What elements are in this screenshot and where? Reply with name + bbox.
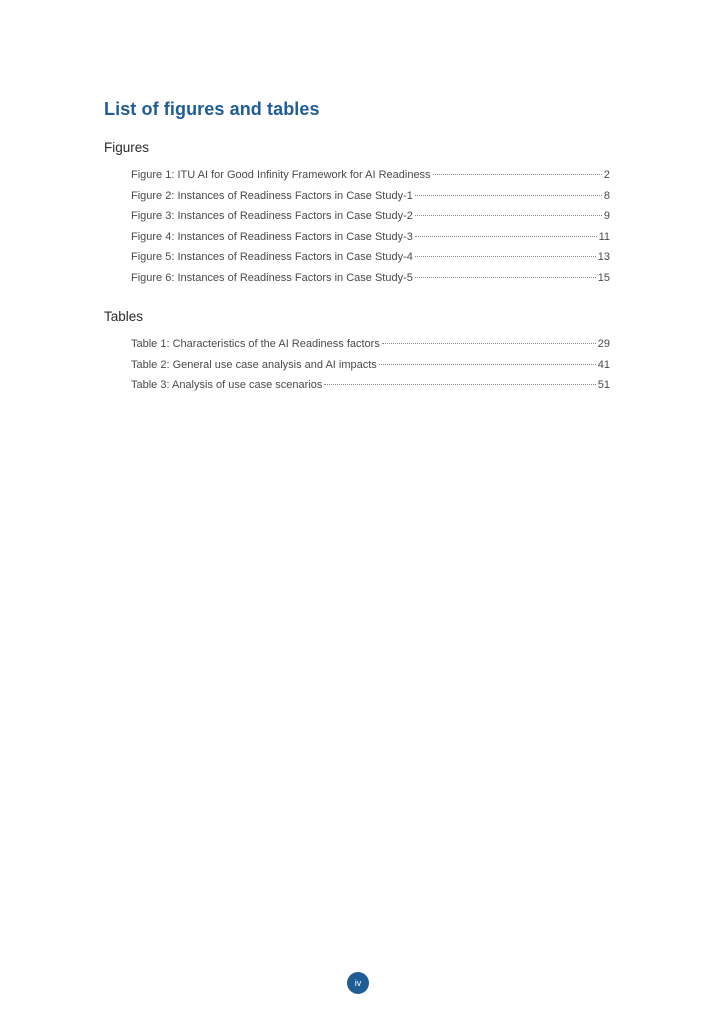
- dot-leader: [415, 195, 602, 196]
- dot-leader: [415, 215, 602, 216]
- toc-entry-page: 11: [598, 230, 610, 243]
- toc-entry-table-2[interactable]: [131, 359, 610, 380]
- toc-entry-page: 2: [603, 169, 610, 181]
- toc-entry-page: 13: [597, 251, 610, 264]
- dot-leader: [433, 174, 602, 175]
- toc-entry-page: 15: [597, 271, 610, 284]
- toc-entry-figure-1[interactable]: [131, 169, 610, 190]
- dot-leader: [415, 277, 596, 278]
- toc-entry-label: Figure 1: ITU AI for Good Infinity Framework for AI Readiness: [131, 169, 431, 181]
- figures-list: [131, 169, 610, 293]
- toc-entry-page: 51: [597, 379, 610, 392]
- toc-entry-figure-4[interactable]: [131, 231, 610, 252]
- dot-leader: [415, 236, 597, 237]
- toc-entry-figure-5[interactable]: [131, 251, 610, 272]
- toc-entry-figure-6[interactable]: [131, 272, 610, 293]
- toc-entry-figure-3[interactable]: [131, 210, 610, 231]
- figures-heading: Figures: [104, 140, 150, 155]
- toc-entry-label: Table 3: Analysis of use case scenarios: [131, 379, 323, 392]
- toc-entry-label: Table 2: General use case analysis and AI impacts: [131, 358, 377, 371]
- tables-list: [131, 338, 610, 400]
- page-number-badge: iv: [347, 972, 369, 994]
- toc-entry-table-1[interactable]: [131, 338, 610, 359]
- toc-entry-label: Figure 3: Instances of Readiness Factors in Case Study-2: [131, 210, 413, 223]
- toc-entry-page: 41: [597, 358, 610, 371]
- toc-entry-page: 29: [597, 338, 610, 350]
- tables-heading: Tables: [104, 309, 144, 324]
- dot-leader: [324, 384, 595, 385]
- toc-entry-page: 8: [603, 189, 610, 202]
- dot-leader: [379, 364, 596, 365]
- toc-entry-label: Figure 4: Instances of Readiness Factors in Case Study-3: [131, 230, 413, 243]
- toc-entry-label: Figure 5: Instances of Readiness Factors in Case Study-4: [131, 251, 413, 264]
- toc-entry-label: Figure 6: Instances of Readiness Factors in Case Study-5: [131, 271, 413, 284]
- dot-leader: [382, 343, 596, 344]
- toc-entry-label: Table 1: Characteristics of the AI Readiness factors: [131, 338, 380, 350]
- toc-entry-page: 9: [603, 210, 610, 223]
- dot-leader: [415, 256, 596, 257]
- toc-entry-figure-2[interactable]: [131, 190, 610, 211]
- page-title: List of figures and tables: [104, 99, 320, 119]
- toc-entry-label: Figure 2: Instances of Readiness Factors in Case Study-1: [131, 189, 413, 202]
- toc-entry-table-3[interactable]: [131, 379, 610, 400]
